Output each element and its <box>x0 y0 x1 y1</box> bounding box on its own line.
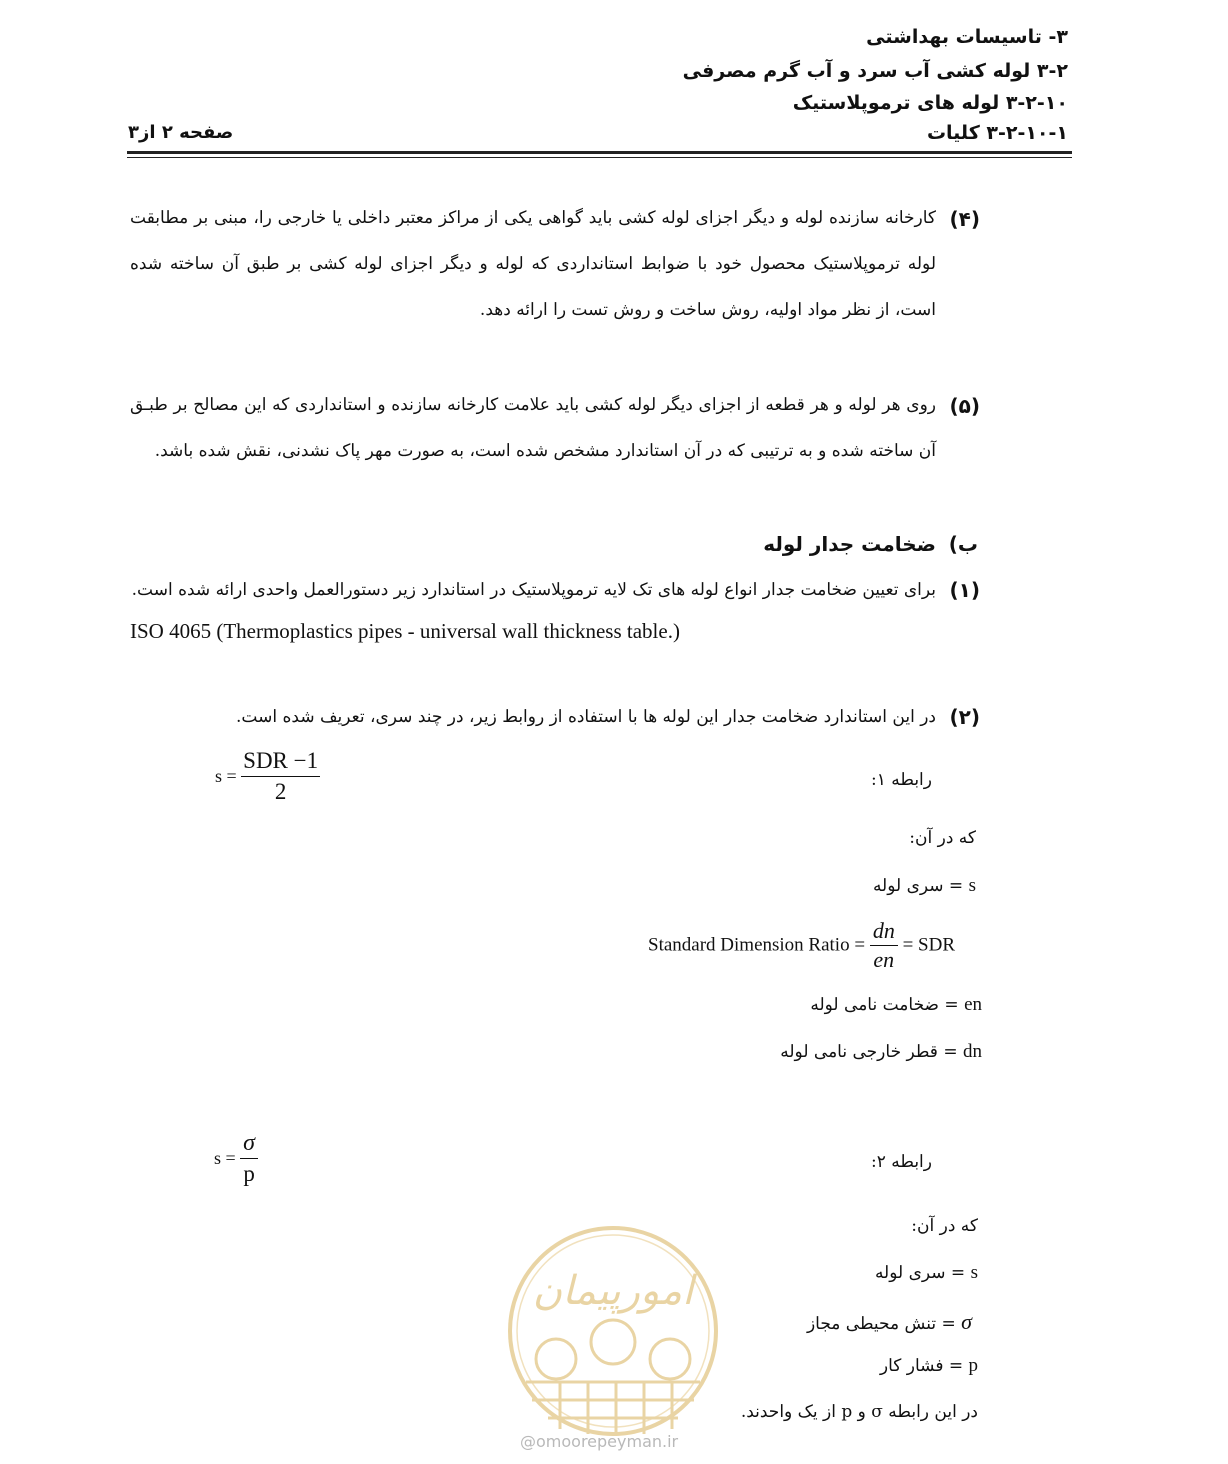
sdr-denominator: en <box>873 947 895 972</box>
def-s-variable: s <box>968 875 976 896</box>
sdr-formula <box>648 918 955 973</box>
logo-text: امورپیمان <box>532 1268 694 1314</box>
def-en-variable: en <box>964 994 982 1015</box>
relation-1-label: رابطه ۱: <box>870 770 932 790</box>
sdr-fraction <box>870 918 898 973</box>
relation-1-def-s <box>873 875 976 897</box>
relation-2-formula <box>214 1130 258 1187</box>
relation-1-def-dn <box>780 1041 982 1063</box>
relation-2-fraction <box>240 1130 258 1187</box>
relation-1-def-en <box>810 994 982 1016</box>
relation-1-where: که در آن: <box>909 828 976 848</box>
relation-2-def-p <box>880 1355 978 1377</box>
def-p-variable: p <box>968 1355 978 1376</box>
b2-text: در این استاندارد ضخامت جدار این لوله ها با استفاده از روابط زیر، در چند سری، تعریف شده است. <box>236 707 936 727</box>
def-s-text: = سری لوله <box>874 1263 966 1283</box>
header-rule-thin <box>127 157 1072 158</box>
sdr-left: Standard Dimension Ratio = <box>648 934 866 956</box>
relation-2-lhs: s = <box>214 1148 236 1168</box>
relation-2-def-sigma <box>807 1309 972 1335</box>
def-sigma-text: = تنش محیطی مجاز <box>806 1314 956 1334</box>
relation-2-def-s <box>875 1262 978 1284</box>
header-line-2: ۳-۲ لوله کشی آب سرد و آب گرم مصرفی <box>682 60 1068 82</box>
item-4-text: کارخانه سازنده لوله و دیگر اجزای لوله کشی باید گواهی یکی از مراکز معتبر داخلی یا خارجی را، مبنی بر مطابقت لوله ترموپلاستیک محصول خود با ضوابط استانداردی که لوله و دیگر اجزای لوله کشی بر طبق آن ساخته شده است، از نظر مواد اولیه، روش ساخت و روش تست را ارائه دهد. <box>130 208 936 320</box>
relation-2-label: رابطه ۲: <box>870 1152 932 1172</box>
relation-2-numerator: σ <box>243 1130 255 1156</box>
def-dn-variable: dn <box>963 1041 982 1062</box>
relation-2-denominator: p <box>243 1161 255 1186</box>
relation-1-denominator: 2 <box>274 779 287 804</box>
page-number: صفحه ۲ از۳ <box>128 122 234 143</box>
def-p-text: = فشار کار <box>879 1356 964 1376</box>
item-5-text: روی هر لوله و هر قطعه از اجزای دیگر لوله کشی باید علامت کارخانه سازنده و استانداردی که این مصالح بر طبـق آن ساخته شده و به ترتیبی که در آن استاندارد مشخص شده است، به صورت مهر پاک نشدنی، نقش شده باشد. <box>130 395 936 461</box>
b1-text: برای تعیین ضخامت جدار انواع لوله های تک لایه ترموپلاستیک در استاندارد زیر دستورالعمل واحدی ارائه شده است. <box>131 580 936 600</box>
def-dn-text: = قطر خارجی نامی لوله <box>780 1042 958 1062</box>
header-rule-thick <box>127 151 1072 154</box>
header-line-3: ۳-۲-۱۰ لوله های ترموپلاستیک <box>792 92 1068 114</box>
relation-2-where: که در آن: <box>911 1216 978 1236</box>
omoorepeyman-logo-watermark <box>506 1224 720 1438</box>
relation-1-formula <box>215 748 320 805</box>
def-sigma-variable: σ <box>961 1309 972 1334</box>
b2-number: (۲) <box>949 705 980 729</box>
relation-2-note: در این رابطه σ و p از یک واحدند. <box>740 1402 978 1422</box>
section-b-letter: ب) <box>948 532 978 556</box>
def-s-variable: s <box>970 1262 978 1283</box>
item-4-number: (۴) <box>949 207 980 231</box>
sdr-right: = SDR <box>902 934 955 956</box>
sdr-numerator: dn <box>872 918 895 943</box>
def-en-text: = ضخامت نامی لوله <box>810 995 959 1015</box>
watermark-site: @omoorepeyman.ir <box>520 1432 679 1451</box>
def-s-text: = سری لوله <box>872 876 964 896</box>
b1-number: (۱) <box>949 578 980 602</box>
item-5-number: (۵) <box>949 394 980 418</box>
iso-reference: ISO 4065 (Thermoplastics pipes - universal wall thickness table.) <box>130 619 680 643</box>
relation-1-numerator: SDR −1 <box>243 748 319 773</box>
relation-1-lhs: s = <box>215 766 237 786</box>
section-b-title: ضخامت جدار لوله <box>763 532 936 556</box>
relation-1-fraction <box>241 748 320 805</box>
header-line-4: ۳-۲-۱۰-۱ کلیات <box>926 122 1068 144</box>
header-line-1: ۳- تاسیسات بهداشتی <box>866 26 1068 48</box>
